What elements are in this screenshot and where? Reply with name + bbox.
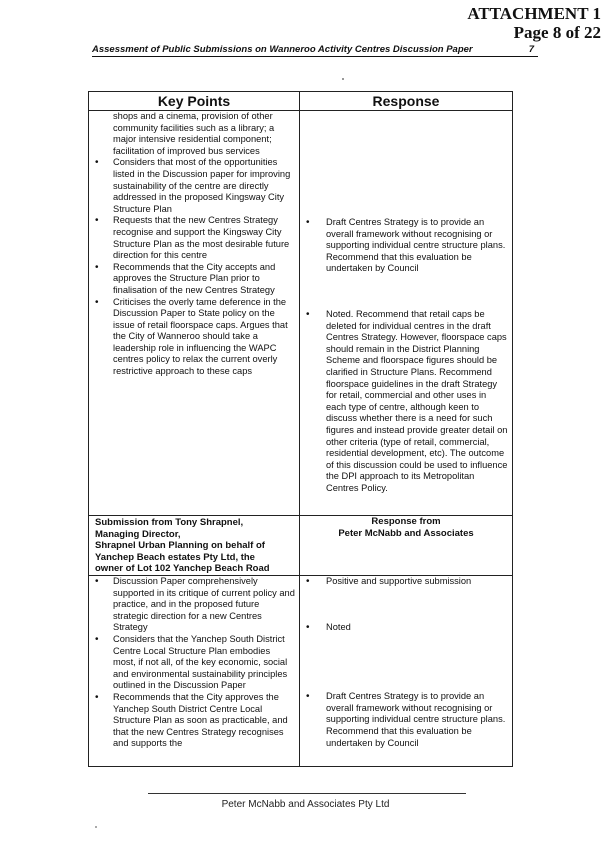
table-row	[89, 575, 513, 766]
scan-mark	[342, 78, 344, 80]
response-from	[300, 516, 513, 576]
submission-line: Submission from Tony Shrapnel,	[95, 517, 244, 528]
key-points-cell	[89, 575, 300, 766]
list-item: • Draft Centres Strategy is to provide an overall framework without recognising or supporting individual centre structure plans. Recommend that this evaluation be undertaken by Council	[300, 691, 512, 749]
response-cell	[300, 111, 513, 516]
list-item: • Noted	[300, 622, 512, 634]
list-item: • Requests that the new Centres Strategy recognise and support the Kingsway City Structure Plan as the most desirable future direction for this centre	[89, 215, 299, 261]
attachment-title: ATTACHMENT 1	[467, 4, 601, 23]
list-item: • Recommends that the City accepts and approves the Structure Plan prior to finalisation of the new Centres Strategy	[89, 262, 299, 297]
footer: Peter McNabb and Associates Pty Ltd	[221, 799, 390, 810]
submission-header-row	[89, 516, 513, 576]
list-item: • Considers that most of the opportunities listed in the Discussion paper for improving sustainability of the centre are directly addressed in the proposed Kingsway City Structure Plan	[89, 157, 299, 215]
header-title: Assessment of Public Submissions on Wanneroo Activity Centres Discussion Paper	[92, 44, 473, 55]
list-item: • Positive and supportive submission	[300, 576, 512, 588]
list-item: • Draft Centres Strategy is to provide an overall framework without recognising or supporting individual centre structure plans. Recommend that this evaluation be undertaken by Council	[300, 217, 512, 275]
header-page-number: 7	[528, 44, 534, 55]
submission-from	[89, 516, 300, 576]
response-line: Peter McNabb and Associates	[338, 527, 474, 539]
attachment-label	[467, 4, 601, 42]
response-header: Response	[300, 92, 513, 111]
list-item: • Criticises the overly tame deference in the Discussion Paper to State policy on the issue of retail floorspace caps. Argues that the City of Wanneroo should take a leadership role in influencing the WAPC centres policy to relax the current overly restrictive approach to these caps	[89, 297, 299, 378]
scan-mark	[95, 826, 97, 828]
submission-line: owner of Lot 102 Yanchep Beach Road	[95, 563, 270, 575]
footer-divider	[148, 793, 466, 794]
submission-line: Managing Director,	[95, 528, 181, 540]
submission-line: Shrapnel Urban Planning on behalf of	[95, 540, 265, 552]
table-row	[89, 111, 513, 516]
list-item: • Recommends that the City approves the Yanchep South District Centre Local Structure Plan as soon as practicable, and that the new Centres Strategy recognises and supports the	[89, 692, 299, 750]
attachment-page: Page 8 of 22	[513, 23, 601, 42]
response-line: Response from	[371, 516, 441, 527]
submission-line: Yanchep Beach estates Pty Ltd, the	[95, 551, 255, 563]
response-cell	[300, 575, 513, 766]
key-points-header: Key Points	[89, 92, 300, 111]
submissions-table	[88, 91, 513, 767]
list-item: • Considers that the Yanchep South District Centre Local Structure Plan embodies most, if not all, of the key economic, social and environmental sustainability principles outlined in the Discussion Paper	[89, 634, 299, 692]
table-header-row	[89, 92, 513, 111]
running-header	[92, 44, 538, 57]
continued-text: shops and a cinema, provision of other community facilities such as a library; a major intensive residential component; facilitation of improved bus services	[113, 111, 275, 156]
list-item: • Discussion Paper comprehensively supported in its critique of current policy and practice, and in the proposed future strategic direction for a new Centres Strategy	[89, 576, 299, 634]
list-item: • Noted. Recommend that retail caps be deleted for individual centres in the draft Centres Strategy. However, floorspace caps should remain in the District Planning Scheme and floorspace figures should be clarified in Structure Plans. Recommend floorspace guidelines in the draft Strategy for retail, commercial and other uses in each type of centre, although keen to discuss whether there is a need for such figures and instead provide greater detail on other criteria (type of retail, commercial, residential development, etc). The outcome of this discussion could be used to influence the DPI approach to its Metropolitan Centres Policy.	[300, 309, 512, 495]
key-points-cell	[89, 111, 300, 516]
